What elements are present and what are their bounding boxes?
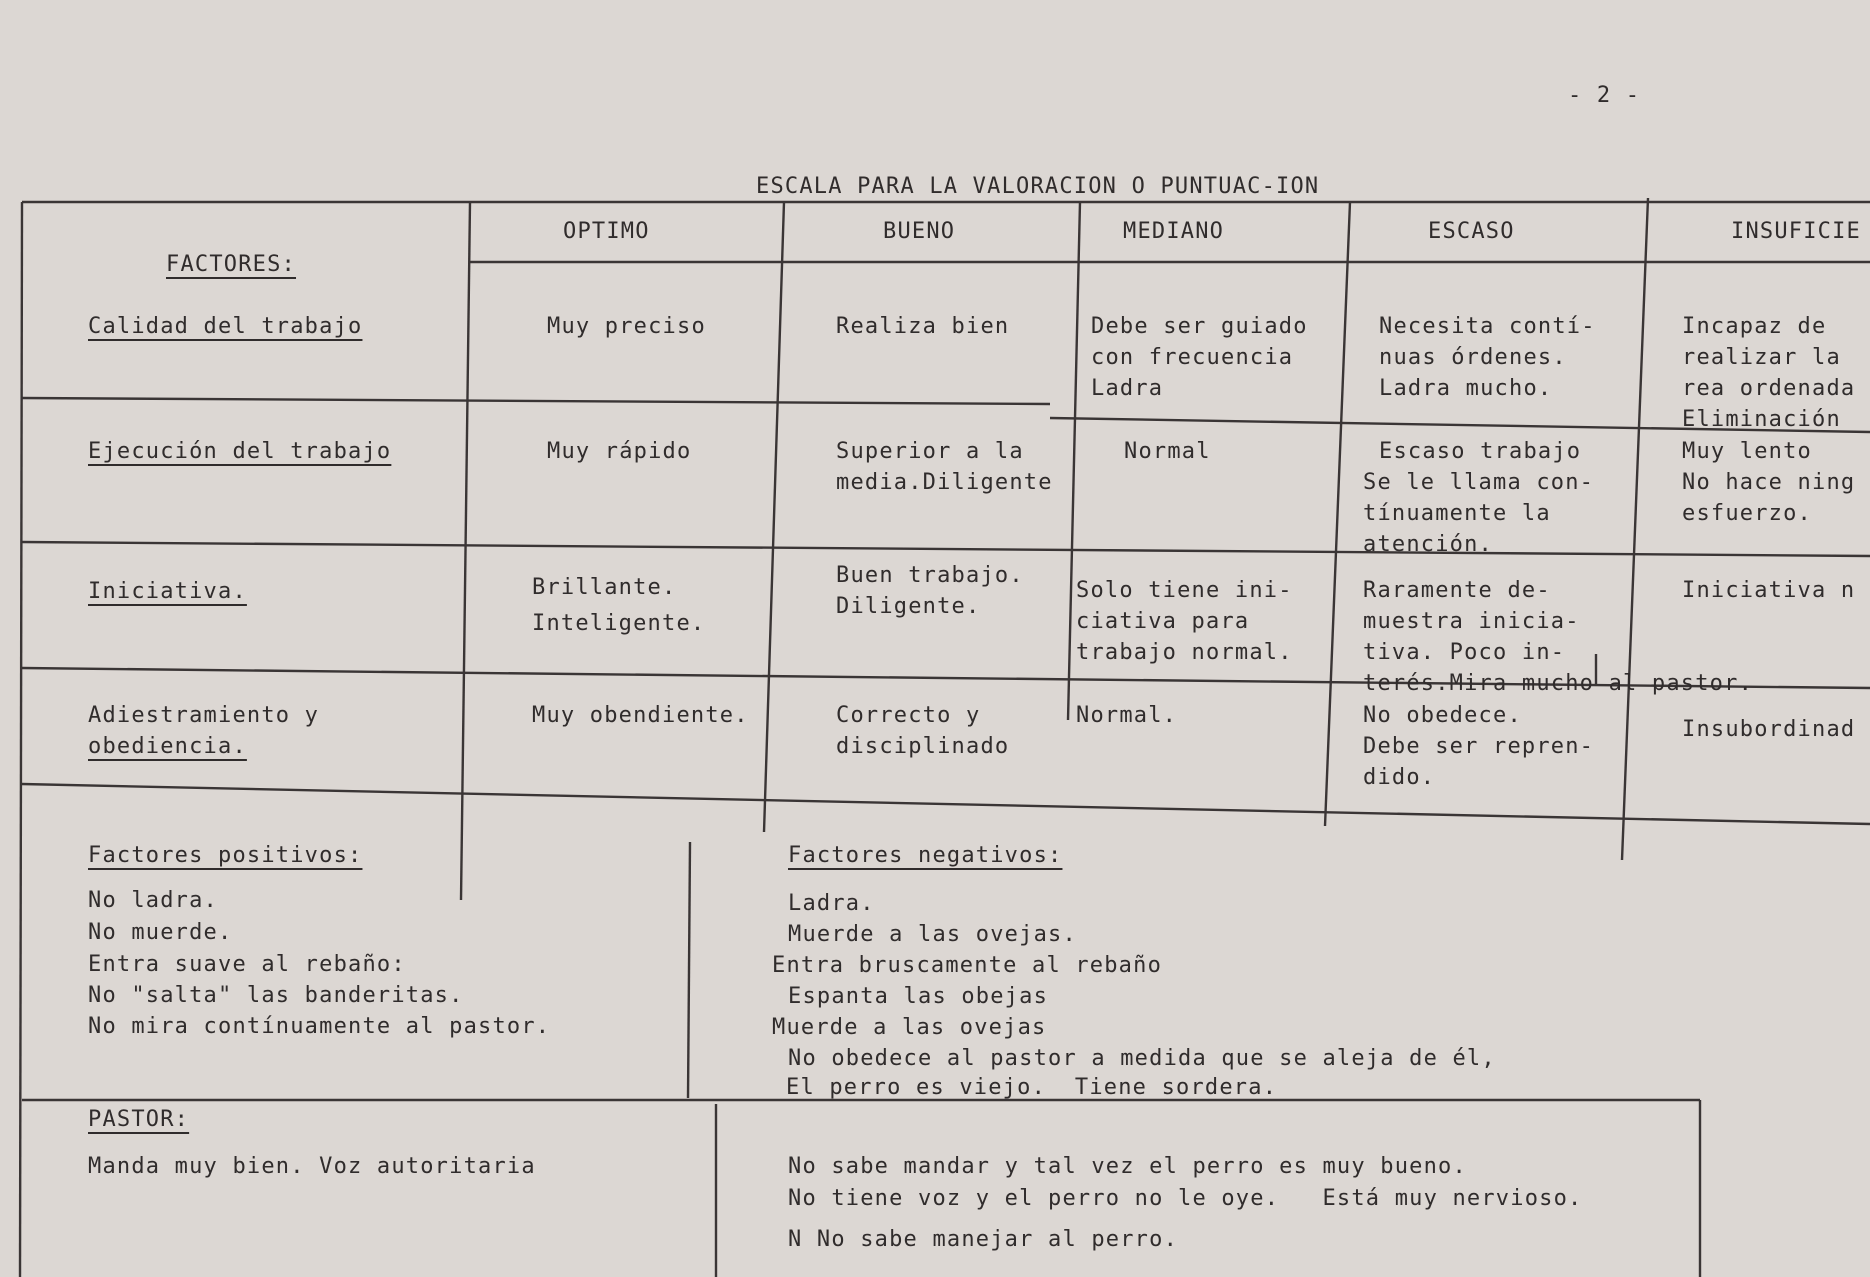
pastor-negative-item: N No sabe manejar al perro. xyxy=(788,1227,1179,1252)
cell-bueno: disciplinado xyxy=(836,734,1010,759)
cell-optimo: Muy preciso xyxy=(547,314,706,339)
negative-factor-item: El perro es viejo. Tiene sordera. xyxy=(786,1075,1278,1100)
pastor-negative-item: No sabe mandar y tal vez el perro es muy bueno. xyxy=(788,1154,1467,1179)
cell-bueno: media.Diligente xyxy=(836,470,1053,495)
page-number: - 2 - xyxy=(1568,83,1641,108)
factor-label: Ejecución del trabajo xyxy=(88,439,392,464)
positive-factor-item: Entra suave al rebaño: xyxy=(88,952,406,977)
cell-escaso: muestra inicia- xyxy=(1363,609,1580,634)
cell-insuficiente: No hace ning xyxy=(1682,470,1856,495)
cell-escaso: Raramente de- xyxy=(1363,578,1551,603)
cell-bueno: Correcto y xyxy=(836,703,981,728)
cell-insuficiente: rea ordenada xyxy=(1682,376,1856,401)
level-header-mediano: MEDIANO xyxy=(1123,219,1225,244)
cell-bueno: Realiza bien xyxy=(836,314,1010,339)
cell-escaso: Debe ser repren- xyxy=(1363,734,1595,759)
factors-header: FACTORES: xyxy=(166,252,297,277)
level-header-bueno: BUENO xyxy=(883,219,956,244)
cell-optimo: Brillante. xyxy=(532,575,677,600)
cell-escaso: Ladra mucho. xyxy=(1379,376,1553,401)
positive-factor-item: No ladra. xyxy=(88,888,219,913)
cell-escaso: tiva. Poco in- xyxy=(1363,640,1566,665)
page-title: ESCALA PARA LA VALORACION O PUNTUAC-ION xyxy=(756,174,1320,199)
cell-escaso: dido. xyxy=(1363,765,1436,790)
cell-insuficiente: Eliminación xyxy=(1682,407,1841,432)
cell-escaso: terés.Mira mucho al pastor. xyxy=(1363,671,1754,696)
level-header-optimo: OPTIMO xyxy=(563,219,650,244)
pastor-title: PASTOR: xyxy=(88,1107,190,1132)
factor-label: Iniciativa. xyxy=(88,579,247,604)
negative-factor-item: Entra bruscamente al rebaño xyxy=(772,953,1163,978)
negative-factor-item: Ladra. xyxy=(788,891,875,916)
cell-escaso: Se le llama con- xyxy=(1363,470,1595,495)
cell-insuficiente: realizar la xyxy=(1682,345,1841,370)
cell-optimo: Muy obendiente. xyxy=(532,703,749,728)
cell-insuficiente: Incapaz de xyxy=(1682,314,1827,339)
cell-escaso: tínuamente la xyxy=(1363,501,1551,526)
positive-factors-title: Factores positivos: xyxy=(88,843,363,868)
cell-mediano: Solo tiene ini- xyxy=(1076,578,1293,603)
cell-mediano: Normal xyxy=(1124,439,1211,464)
cell-optimo: Muy rápido xyxy=(547,439,692,464)
negative-factor-item: Espanta las obejas xyxy=(788,984,1049,1009)
cell-escaso: atención. xyxy=(1363,532,1494,557)
negative-factor-item: No obedece al pastor a medida que se aleja de él, xyxy=(788,1046,1496,1071)
cell-mediano: ciativa para xyxy=(1076,609,1250,634)
factor-label: Calidad del trabajo xyxy=(88,314,363,339)
cell-bueno: Diligente. xyxy=(836,594,981,619)
factor-label: Adiestramiento y xyxy=(88,703,320,728)
cell-insuficiente: Muy lento xyxy=(1682,439,1813,464)
pastor-negative-item: No tiene voz y el perro no le oye. Está muy nervioso. xyxy=(788,1186,1583,1211)
cell-optimo: Inteligente. xyxy=(532,611,706,636)
cell-insuficiente: esfuerzo. xyxy=(1682,501,1813,526)
cell-escaso: nuas órdenes. xyxy=(1379,345,1567,370)
cell-escaso: Necesita contí- xyxy=(1379,314,1596,339)
positive-factor-item: No "salta" las banderitas. xyxy=(88,983,464,1008)
cell-mediano: Ladra xyxy=(1091,376,1164,401)
positive-factor-item: No mira contínuamente al pastor. xyxy=(88,1014,551,1039)
negative-factor-item: Muerde a las ovejas xyxy=(772,1015,1047,1040)
factor-label: obediencia. xyxy=(88,734,247,759)
cell-bueno: Superior a la xyxy=(836,439,1024,464)
cell-mediano: Debe ser guiado xyxy=(1091,314,1308,339)
pastor-positive: Manda muy bien. Voz autoritaria xyxy=(88,1154,536,1179)
cell-insuficiente: Iniciativa n xyxy=(1682,578,1856,603)
negative-factors-title: Factores negativos: xyxy=(788,843,1063,868)
positive-factor-item: No muerde. xyxy=(88,920,233,945)
cell-mediano: Normal. xyxy=(1076,703,1178,728)
cell-mediano: trabajo normal. xyxy=(1076,640,1293,665)
cell-mediano: con frecuencia xyxy=(1091,345,1294,370)
cell-escaso: Escaso trabajo xyxy=(1379,439,1582,464)
negative-factor-item: Muerde a las ovejas. xyxy=(788,922,1077,947)
cell-escaso: No obedece. xyxy=(1363,703,1522,728)
cell-bueno: Buen trabajo. xyxy=(836,563,1024,588)
cell-insuficiente: Insubordinad xyxy=(1682,717,1856,742)
level-header-insuficiente: INSUFICIE xyxy=(1731,219,1862,244)
level-header-escaso: ESCASO xyxy=(1428,219,1515,244)
